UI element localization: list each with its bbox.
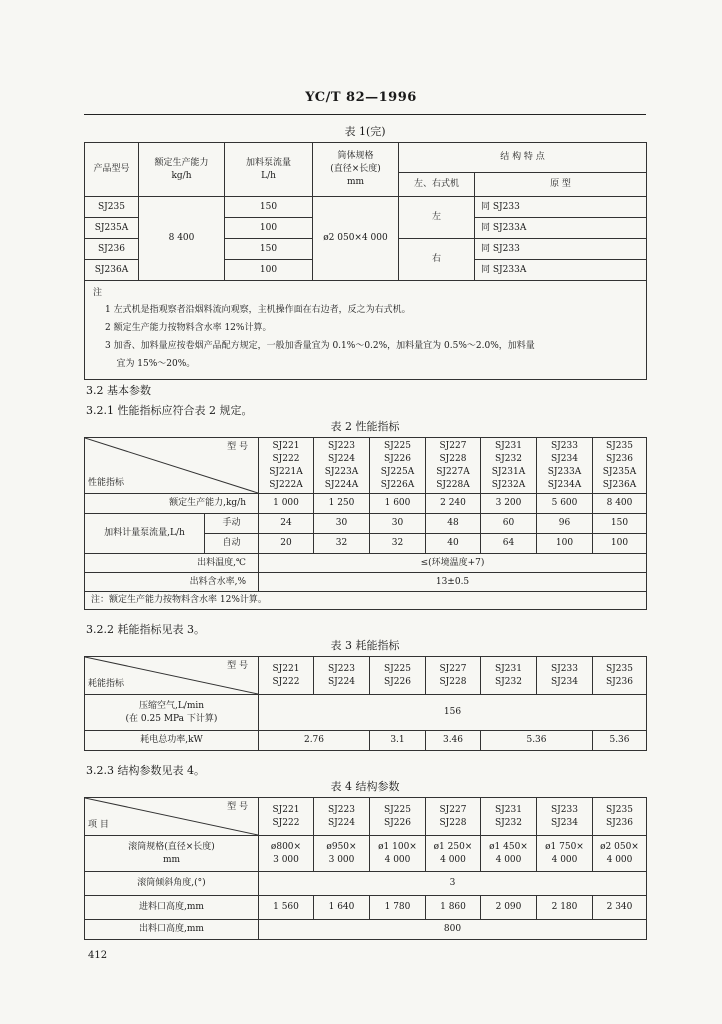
t2-capacity: 1 600 [370,494,426,514]
t1-note-title: 注 [93,288,103,298]
t4-row-outlet: 出料口高度,mm [85,920,259,940]
t1-model: SJ236A [85,260,139,281]
t2-capacity: 3 200 [481,494,537,514]
table2-caption: 表 2 性能指标 [330,420,400,433]
t3-power: 3.46 [426,731,481,751]
t3-row-air: 压缩空气,L/min (在 0.25 MPa 下计算) [85,695,259,731]
t1-ref: 同 SJ233A [475,260,647,281]
t1-note: 1 左式机是指观察者沿烟料流向观察，主机操作面在右边者，反之为右式机。 [105,305,411,315]
t2-pump-auto: 20 [259,534,314,554]
table1 [84,142,647,380]
header-rule [84,114,646,115]
table4-caption: 表 4 结构参数 [330,780,400,793]
t1-note: 3 加香、加料量应按卷烟产品配方规定，一般加香量宜为 0.1%～0.2%，加料量宜为 0.5%～2.0%，加料量 [105,341,535,351]
t2-pump-manual: 48 [426,514,481,534]
t1-pump: 150 [225,197,313,218]
t1-note: 宜为 15%～20%。 [105,359,196,369]
t1-ref: 同 SJ233 [475,239,647,260]
t2-capacity: 8 400 [593,494,647,514]
t4-drum: ø2 050× 4 000 [593,836,647,872]
t2-pump-manual: 60 [481,514,537,534]
t2-row-capacity: 额定生产能力,kg/h [85,494,259,514]
t1-capacity: 8 400 [139,197,225,281]
t3-model-col: SJ221 SJ222 [259,657,314,695]
t2-capacity: 1 000 [259,494,314,514]
t2-model-col: SJ225 SJ226 SJ225A SJ226A [370,438,426,494]
t3-diag-top: 型 号 [227,661,248,671]
t4-drum: ø800× 3 000 [259,836,314,872]
t1-head-capacity: 额定生产能力 kg/h [139,143,225,197]
t4-drum: ø1 250× 4 000 [426,836,481,872]
section-3-2-1: 3.2.1 性能指标应符合表 2 规定。 [86,404,253,417]
t3-power: 5.36 [593,731,647,751]
t1-head-pump: 加料泵流量 L/h [225,143,313,197]
t1-head-ref: 原 型 [475,173,647,197]
t2-pump-auto: 100 [593,534,647,554]
section-3-2: 3.2 基本参数 [86,384,151,397]
t1-head-lr: 左、右式机 [399,173,475,197]
t4-row-angle: 滚筒倾斜角度,(°) [85,872,259,896]
t3-model-col: SJ223 SJ224 [314,657,370,695]
t2-capacity: 5 600 [537,494,593,514]
t2-pump-manual: 150 [593,514,647,534]
t3-air: 156 [259,695,647,731]
t2-diag-top: 型 号 [227,442,248,452]
t4-drum: ø950× 3 000 [314,836,370,872]
t4-model-col: SJ225 SJ226 [370,798,426,836]
t1-drum: ø2 050×4 000 [313,197,399,281]
t1-ref: 同 SJ233 [475,197,647,218]
t1-head-drum: 筒体规格 (直径×长度) mm [313,143,399,197]
t4-model-col: SJ227 SJ228 [426,798,481,836]
t4-outlet: 800 [259,920,647,940]
t4-angle: 3 [259,872,647,896]
t2-manual: 手动 [205,514,259,534]
t1-note: 2 额定生产能力按物料含水率 12%计算。 [105,323,272,333]
t2-pump-manual: 30 [370,514,426,534]
t1-left: 左 [399,197,475,239]
t3-row-power: 耗电总功率,kW [85,731,259,751]
t2-row-moist: 出料含水率,% [85,573,259,592]
t3-model-col: SJ233 SJ234 [537,657,593,695]
t3-diag-header [85,657,259,695]
table3-caption: 表 3 耗能指标 [330,639,400,652]
t4-model-col: SJ231 SJ232 [481,798,537,836]
t2-pump-manual: 24 [259,514,314,534]
t4-diag-header [85,798,259,836]
t2-pump-auto: 40 [426,534,481,554]
t4-diag-top: 型 号 [227,802,248,812]
t2-row-temp: 出料温度,℃ [85,554,259,573]
t3-model-col: SJ227 SJ228 [426,657,481,695]
t3-model-col: SJ225 SJ226 [370,657,426,695]
t1-model: SJ235 [85,197,139,218]
t4-model-col: SJ235 SJ236 [593,798,647,836]
t2-pump-auto: 32 [370,534,426,554]
t3-power: 2.76 [259,731,370,751]
t2-temp: ≤(环境温度+7) [259,554,647,573]
t1-pump: 100 [225,260,313,281]
t1-right: 右 [399,239,475,281]
standard-header: YC/T 82—1996 [305,90,417,105]
t2-model-col: SJ223 SJ224 SJ223A SJ224A [314,438,370,494]
t4-drum: ø1 100× 4 000 [370,836,426,872]
section-3-2-2: 3.2.2 耗能指标见表 3。 [86,623,205,636]
table3 [84,656,647,751]
t4-model-col: SJ223 SJ224 [314,798,370,836]
t2-row-pump: 加料计量泵流量,L/h [85,514,205,554]
table1-caption: 表 1(完) [344,125,386,138]
t1-model: SJ235A [85,218,139,239]
t4-inlet: 2 090 [481,896,537,920]
t4-diag-bottom: 项 目 [88,820,109,830]
page-number: 412 [88,950,108,961]
t4-inlet: 1 640 [314,896,370,920]
t2-model-col: SJ221 SJ222 SJ221A SJ222A [259,438,314,494]
t2-pump-auto: 32 [314,534,370,554]
t2-pump-auto: 64 [481,534,537,554]
t1-model: SJ236 [85,239,139,260]
t1-head-model: 产品型号 [85,143,139,197]
t2-diag-header [85,438,259,494]
t3-model-col: SJ231 SJ232 [481,657,537,695]
t1-pump: 100 [225,218,313,239]
t1-ref: 同 SJ233A [475,218,647,239]
t3-diag-bottom: 耗能指标 [88,679,125,689]
t4-inlet: 2 340 [593,896,647,920]
t2-model-col: SJ231 SJ232 SJ231A SJ232A [481,438,537,494]
t3-power: 3.1 [370,731,426,751]
t4-model-col: SJ221 SJ222 [259,798,314,836]
t4-row-drum: 滚筒规格(直径×长度) mm [85,836,259,872]
t2-auto: 自动 [205,534,259,554]
t2-moist: 13±0.5 [259,573,647,592]
t2-capacity: 1 250 [314,494,370,514]
t2-model-col: SJ235 SJ236 SJ235A SJ236A [593,438,647,494]
t2-diag-bottom: 性能指标 [88,478,125,488]
t2-model-col: SJ233 SJ234 SJ233A SJ234A [537,438,593,494]
t2-pump-auto: 100 [537,534,593,554]
table2 [84,437,647,610]
t4-drum: ø1 750× 4 000 [537,836,593,872]
t2-pump-manual: 30 [314,514,370,534]
t2-note: 注：额定生产能力按物料含水率 12%计算。 [85,592,647,610]
t4-drum: ø1 450× 4 000 [481,836,537,872]
t4-row-inlet: 进料口高度,mm [85,896,259,920]
t1-notes [85,281,647,380]
t4-model-col: SJ233 SJ234 [537,798,593,836]
t4-inlet: 1 860 [426,896,481,920]
t1-head-struct: 结 构 特 点 [399,143,647,173]
t4-inlet: 1 780 [370,896,426,920]
t3-power: 5.36 [481,731,593,751]
t4-inlet: 2 180 [537,896,593,920]
t2-model-col: SJ227 SJ228 SJ227A SJ228A [426,438,481,494]
t2-pump-manual: 96 [537,514,593,534]
t4-inlet: 1 560 [259,896,314,920]
section-3-2-3: 3.2.3 结构参数见表 4。 [86,764,205,777]
t3-model-col: SJ235 SJ236 [593,657,647,695]
table4 [84,797,647,940]
t1-pump: 150 [225,239,313,260]
t2-capacity: 2 240 [426,494,481,514]
